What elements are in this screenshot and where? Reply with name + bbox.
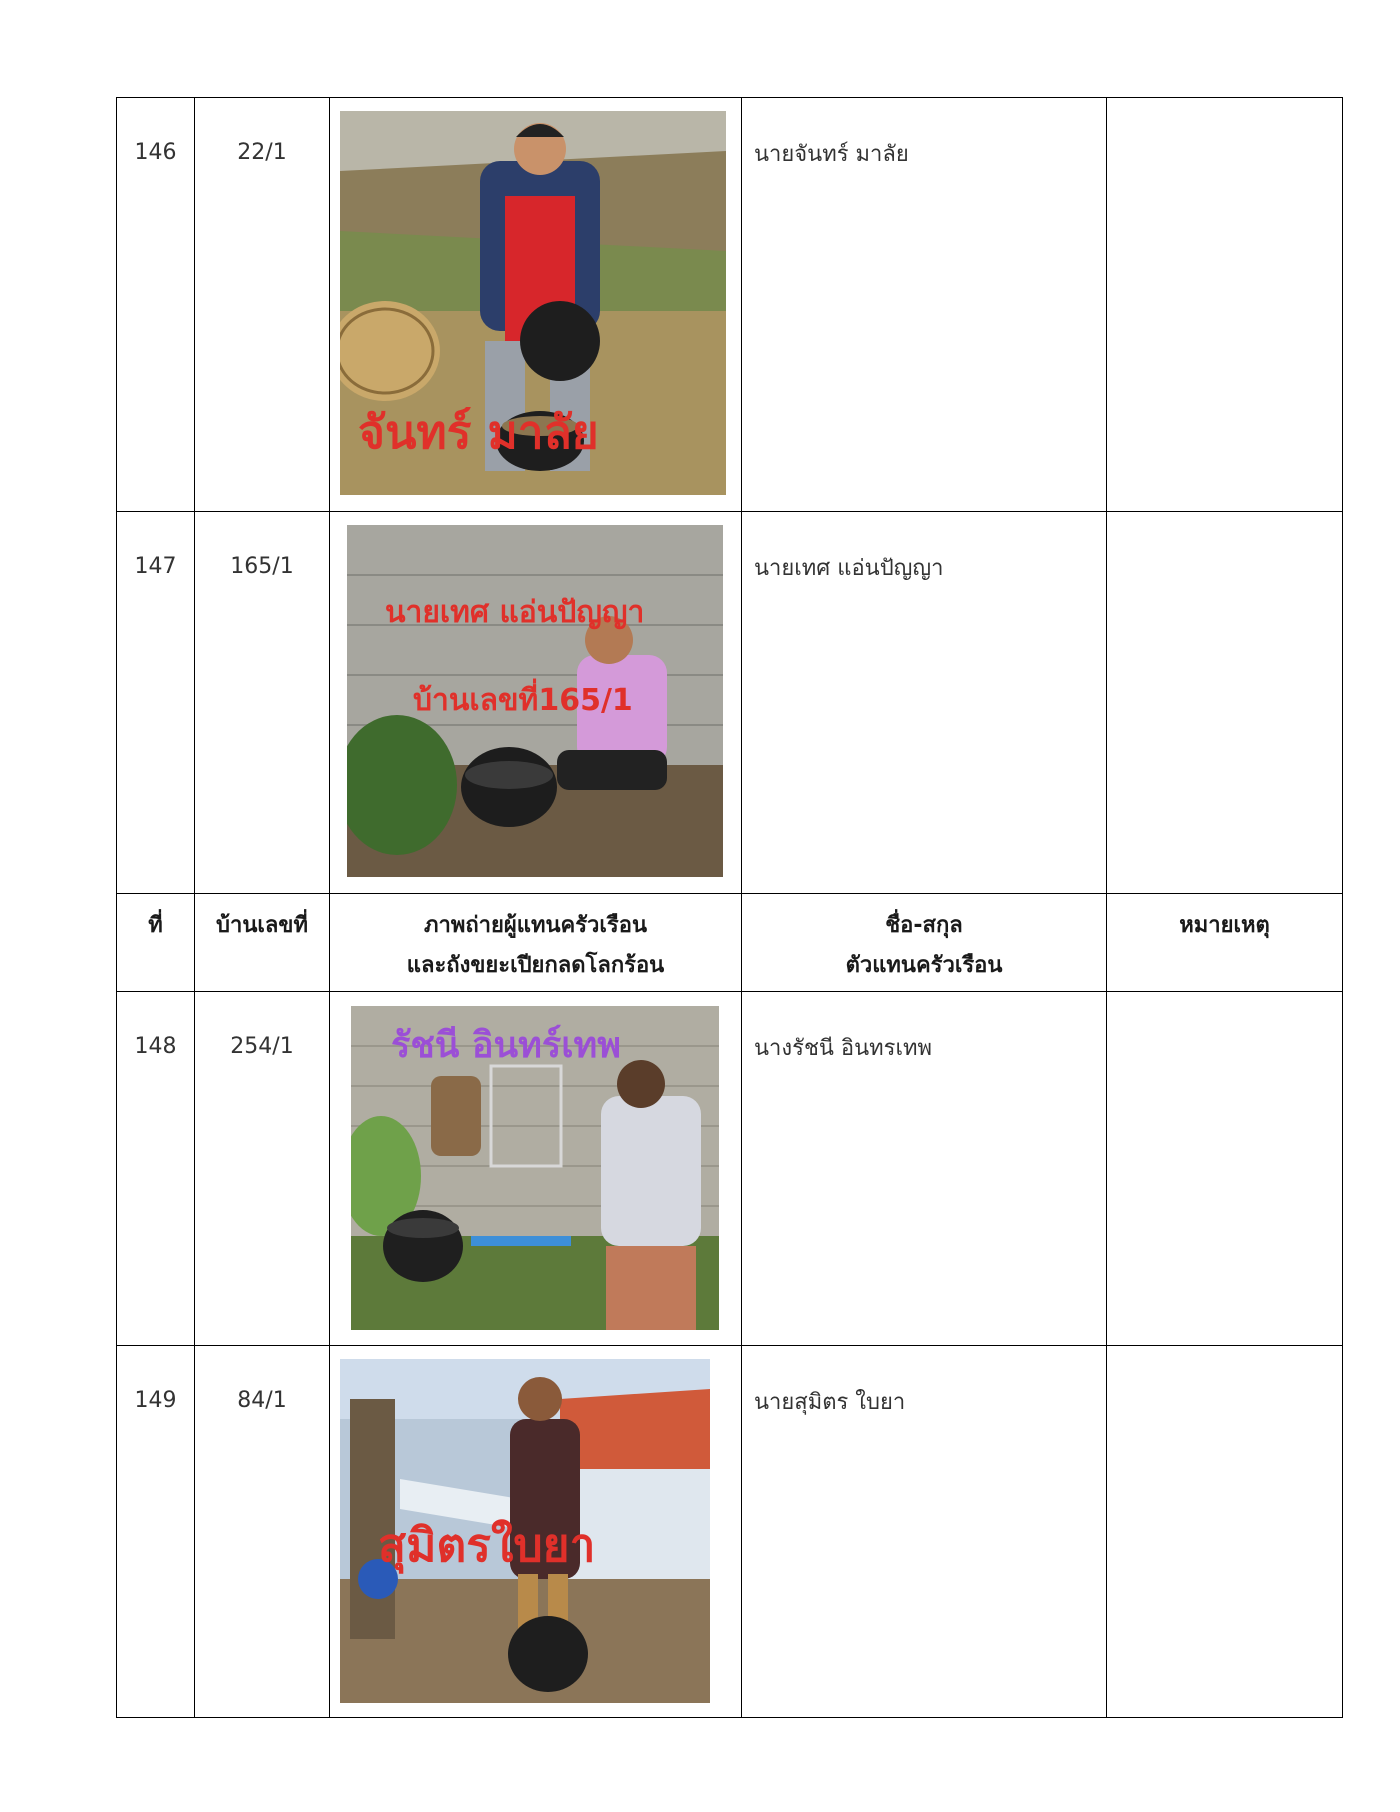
note-cell bbox=[1107, 98, 1343, 512]
header-photo-line2: และถังขยะเปียกลดโลกร้อน bbox=[406, 953, 665, 978]
table-header-row bbox=[117, 894, 1343, 992]
photo-caption: นายเทศ แอ่นปัญญา bbox=[385, 595, 645, 630]
photo-caption: รัชนี อินทร์เทพ bbox=[391, 1025, 621, 1066]
row-number: 147 bbox=[117, 512, 195, 894]
household-table bbox=[116, 97, 1343, 1718]
photo-cell bbox=[330, 98, 742, 512]
photo-cell bbox=[330, 992, 742, 1346]
household-photo bbox=[351, 1006, 719, 1330]
house-number: 84/1 bbox=[195, 1346, 330, 1718]
household-photo bbox=[340, 111, 726, 495]
header-photo bbox=[330, 894, 742, 992]
table-row bbox=[117, 1346, 1343, 1718]
representative-name: นายจันทร์ มาลัย bbox=[742, 98, 1107, 512]
header-house: บ้านเลขที่ bbox=[195, 894, 330, 992]
household-photo bbox=[340, 1359, 710, 1703]
row-number: 149 bbox=[117, 1346, 195, 1718]
header-note: หมายเหตุ bbox=[1107, 894, 1343, 992]
photo-cell bbox=[330, 1346, 742, 1718]
row-number: 146 bbox=[117, 98, 195, 512]
row-number: 148 bbox=[117, 992, 195, 1346]
household-photo bbox=[347, 525, 723, 877]
photo-caption: จันทร์ มาลัย bbox=[358, 405, 599, 459]
representative-name: นางรัชนี อินทรเทพ bbox=[742, 992, 1107, 1346]
table-row bbox=[117, 512, 1343, 894]
header-photo-line1: ภาพถ่ายผู้แทนครัวเรือน bbox=[423, 913, 647, 938]
note-cell bbox=[1107, 992, 1343, 1346]
note-cell bbox=[1107, 512, 1343, 894]
header-name-line2: ตัวแทนครัวเรือน bbox=[845, 953, 1003, 978]
photo-caption: สุมิตรใบยา bbox=[378, 1518, 596, 1572]
house-number: 165/1 bbox=[195, 512, 330, 894]
note-cell bbox=[1107, 1346, 1343, 1718]
representative-name: นายสุมิตร ใบยา bbox=[742, 1346, 1107, 1718]
table-row bbox=[117, 992, 1343, 1346]
header-name bbox=[742, 894, 1107, 992]
photo-caption-secondary: บ้านเลขที่165/1 bbox=[413, 683, 633, 718]
photo-cell bbox=[330, 512, 742, 894]
header-name-line1: ชื่อ-สกุล bbox=[885, 913, 963, 938]
house-number: 22/1 bbox=[195, 98, 330, 512]
representative-name: นายเทศ แอ่นปัญญา bbox=[742, 512, 1107, 894]
house-number: 254/1 bbox=[195, 992, 330, 1346]
header-no: ที่ bbox=[117, 894, 195, 992]
table-row bbox=[117, 98, 1343, 512]
